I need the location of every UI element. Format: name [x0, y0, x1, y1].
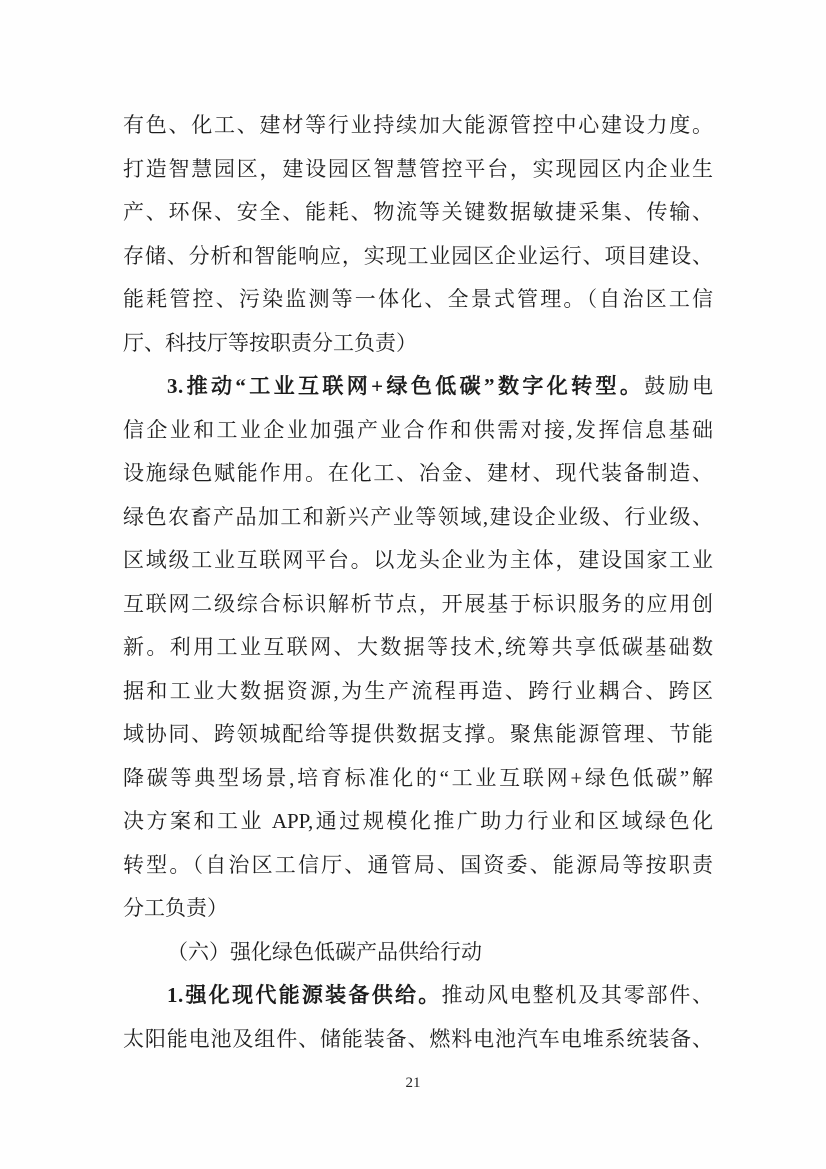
text-line — [123, 713, 713, 757]
text-line — [123, 844, 713, 888]
text-segment: 厅、科技厅等按职责分工负责） — [123, 330, 417, 355]
text-segment: 降碳等典型场景,培育标准化的“工业互联网+绿色低碳”解 — [123, 765, 713, 790]
text-line — [123, 1018, 713, 1062]
text-segment: （六）强化绿色低碳产品供给行动 — [167, 939, 482, 964]
text-segment: 设施绿色赋能作用。在化工、冶金、建材、现代装备制造、 — [123, 461, 713, 485]
text-segment: 有色、化工、建材等行业持续加大能源管控中心建设力度。 — [123, 113, 713, 137]
text-segment: 鼓励电 — [644, 374, 713, 398]
text-segment: 转型。（自治区工信厅、通管局、国资委、能源局等按职责 — [123, 852, 713, 877]
text-segment: 信企业和工业企业加强产业合作和供需对接,发挥信息基础 — [123, 417, 713, 442]
text-line — [123, 452, 713, 496]
text-segment: 据和工业大数据资源,为生产流程再造、跨行业耦合、跨区 — [123, 678, 713, 703]
bold-text-segment: 1.强化现代能源装备供给。 — [167, 983, 442, 1007]
text-line — [123, 496, 713, 540]
text-line — [123, 800, 713, 844]
text-line — [123, 974, 713, 1018]
text-segment: 打造智慧园区，建设园区智慧管控平台，实现园区内企业生 — [123, 156, 713, 181]
text-line — [123, 887, 713, 931]
text-line — [123, 191, 713, 235]
text-line — [123, 757, 713, 801]
text-block — [123, 104, 713, 1061]
text-line — [123, 235, 713, 279]
text-line — [123, 539, 713, 583]
text-segment: 能耗管控、污染监测等一体化、全景式管理。（自治区工信 — [123, 287, 713, 311]
text-segment: 区域级工业互联网平台。以龙头企业为主体，建设国家工业 — [123, 548, 713, 572]
text-line — [123, 148, 713, 192]
text-line — [123, 365, 713, 409]
text-segment: 分工负责） — [123, 896, 228, 920]
text-line — [123, 670, 713, 714]
text-segment: 太阳能电池及组件、储能装备、燃料电池汽车电堆系统装备、 — [123, 1026, 713, 1051]
bold-text-segment: 3.推动“工业互联网+绿色低碳”数字化转型。 — [167, 374, 645, 398]
text-line — [123, 104, 713, 148]
text-line — [123, 278, 713, 322]
page-number: 21 — [405, 1075, 421, 1091]
text-segment: 互联网二级综合标识解析节点，开展基于标识服务的应用创 — [123, 591, 713, 616]
text-segment: 决方案和工业 APP,通过规模化推广助力行业和区域绿色化 — [123, 809, 713, 833]
text-line — [123, 583, 713, 627]
text-segment: 推动风电整机及其零部件、 — [441, 983, 713, 1007]
text-line — [123, 322, 713, 366]
text-segment: 域协同、跨领城配给等提供数据支撑。聚焦能源管理、节能 — [123, 722, 713, 746]
text-line — [123, 409, 713, 453]
text-segment: 产、环保、安全、能耗、物流等关键数据敏捷采集、传输、 — [123, 200, 713, 224]
text-line — [123, 626, 713, 670]
text-segment: 绿色农畜产品加工和新兴产业等领域,建设企业级、行业级、 — [123, 504, 713, 529]
text-segment: 新。利用工业互联网、大数据等技术,统筹共享低碳基础数 — [123, 635, 713, 659]
text-line — [123, 931, 713, 975]
text-segment: 存储、分析和智能响应，实现工业园区企业运行、项目建设、 — [123, 243, 713, 268]
